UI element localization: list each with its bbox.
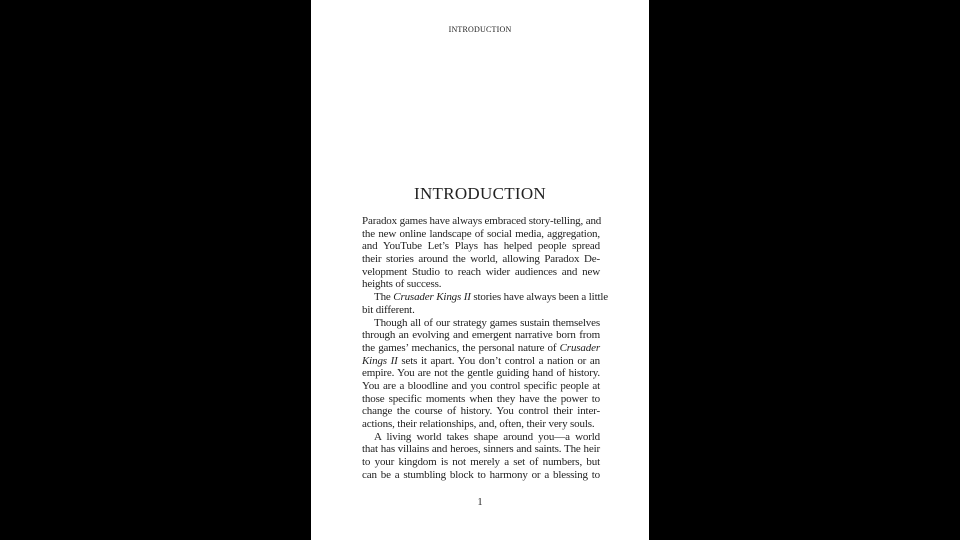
text-segment: through an evolving and emergent narrative born from: [362, 329, 600, 342]
text-segment: actions, their relationships, and, often, their very souls.: [362, 418, 595, 430]
text-segment: stories have always been a little: [470, 291, 609, 304]
page-number: 1: [477, 497, 483, 508]
text-segment: Paradox games have always embraced story-telling, and: [362, 215, 602, 227]
running-header: INTRODUCTION: [448, 25, 512, 34]
text-line: [362, 431, 600, 444]
text-line: [362, 278, 600, 291]
text-line: [362, 291, 609, 304]
text-segment: that has villains and heroes, sinners and saints. The heir: [362, 443, 600, 456]
text-line: [362, 456, 600, 469]
text-line: [362, 418, 600, 431]
italic-title: Kings II: [362, 354, 398, 367]
book-page: [311, 0, 649, 540]
text-segment: can be a stumbling block to harmony or a blessing to: [362, 468, 600, 481]
text-line: [362, 240, 600, 253]
text-line: [362, 215, 600, 228]
text-segment: The: [374, 291, 394, 304]
text-segment: sets it apart. You don’t control a nation or an: [397, 354, 600, 367]
text-line: [362, 329, 600, 342]
text-segment: change the course of history. You control their inter-: [362, 405, 600, 418]
text-line: [362, 304, 600, 317]
text-line: [362, 405, 600, 418]
text-segment: and YouTube Let’s Plays has helped people spread: [362, 240, 600, 253]
text-segment: empire. You are not the gentle guiding hand of history.: [362, 367, 600, 380]
text-segment: Though all of our strategy games sustain themselves: [374, 316, 600, 329]
text-line: [362, 443, 600, 456]
text-segment: bit different.: [362, 303, 415, 316]
text-segment: their stories around the world, allowing Paradox De-: [362, 253, 600, 266]
text-segment: heights of success.: [362, 278, 442, 291]
text-line: [362, 228, 600, 241]
body-text: [362, 215, 609, 481]
text-segment: the new online landscape of social media, aggregation,: [362, 227, 600, 240]
text-segment: the games’ mechanics, the personal nature of: [362, 341, 560, 354]
text-line: [362, 317, 600, 330]
text-line: [362, 367, 600, 380]
text-line: [362, 266, 600, 279]
text-segment: A living world takes shape around you—a world: [374, 430, 600, 443]
italic-title: Crusader Kings II: [393, 291, 471, 304]
text-segment: You are a bloodline and you control specific people at: [362, 379, 600, 392]
text-line: [362, 393, 600, 406]
text-segment: those specific moments when they have the power to: [362, 392, 600, 405]
text-line: [362, 253, 600, 266]
text-line: [362, 469, 600, 482]
chapter-title: INTRODUCTION: [413, 184, 547, 203]
italic-title: Crusader: [559, 341, 600, 354]
text-segment: velopment Studio to reach wider audiences and new: [362, 265, 600, 278]
text-line: [362, 342, 600, 355]
text-line: [362, 355, 600, 368]
text-line: [362, 380, 600, 393]
text-segment: to your kingdom is not merely a set of numbers, but: [362, 456, 600, 469]
